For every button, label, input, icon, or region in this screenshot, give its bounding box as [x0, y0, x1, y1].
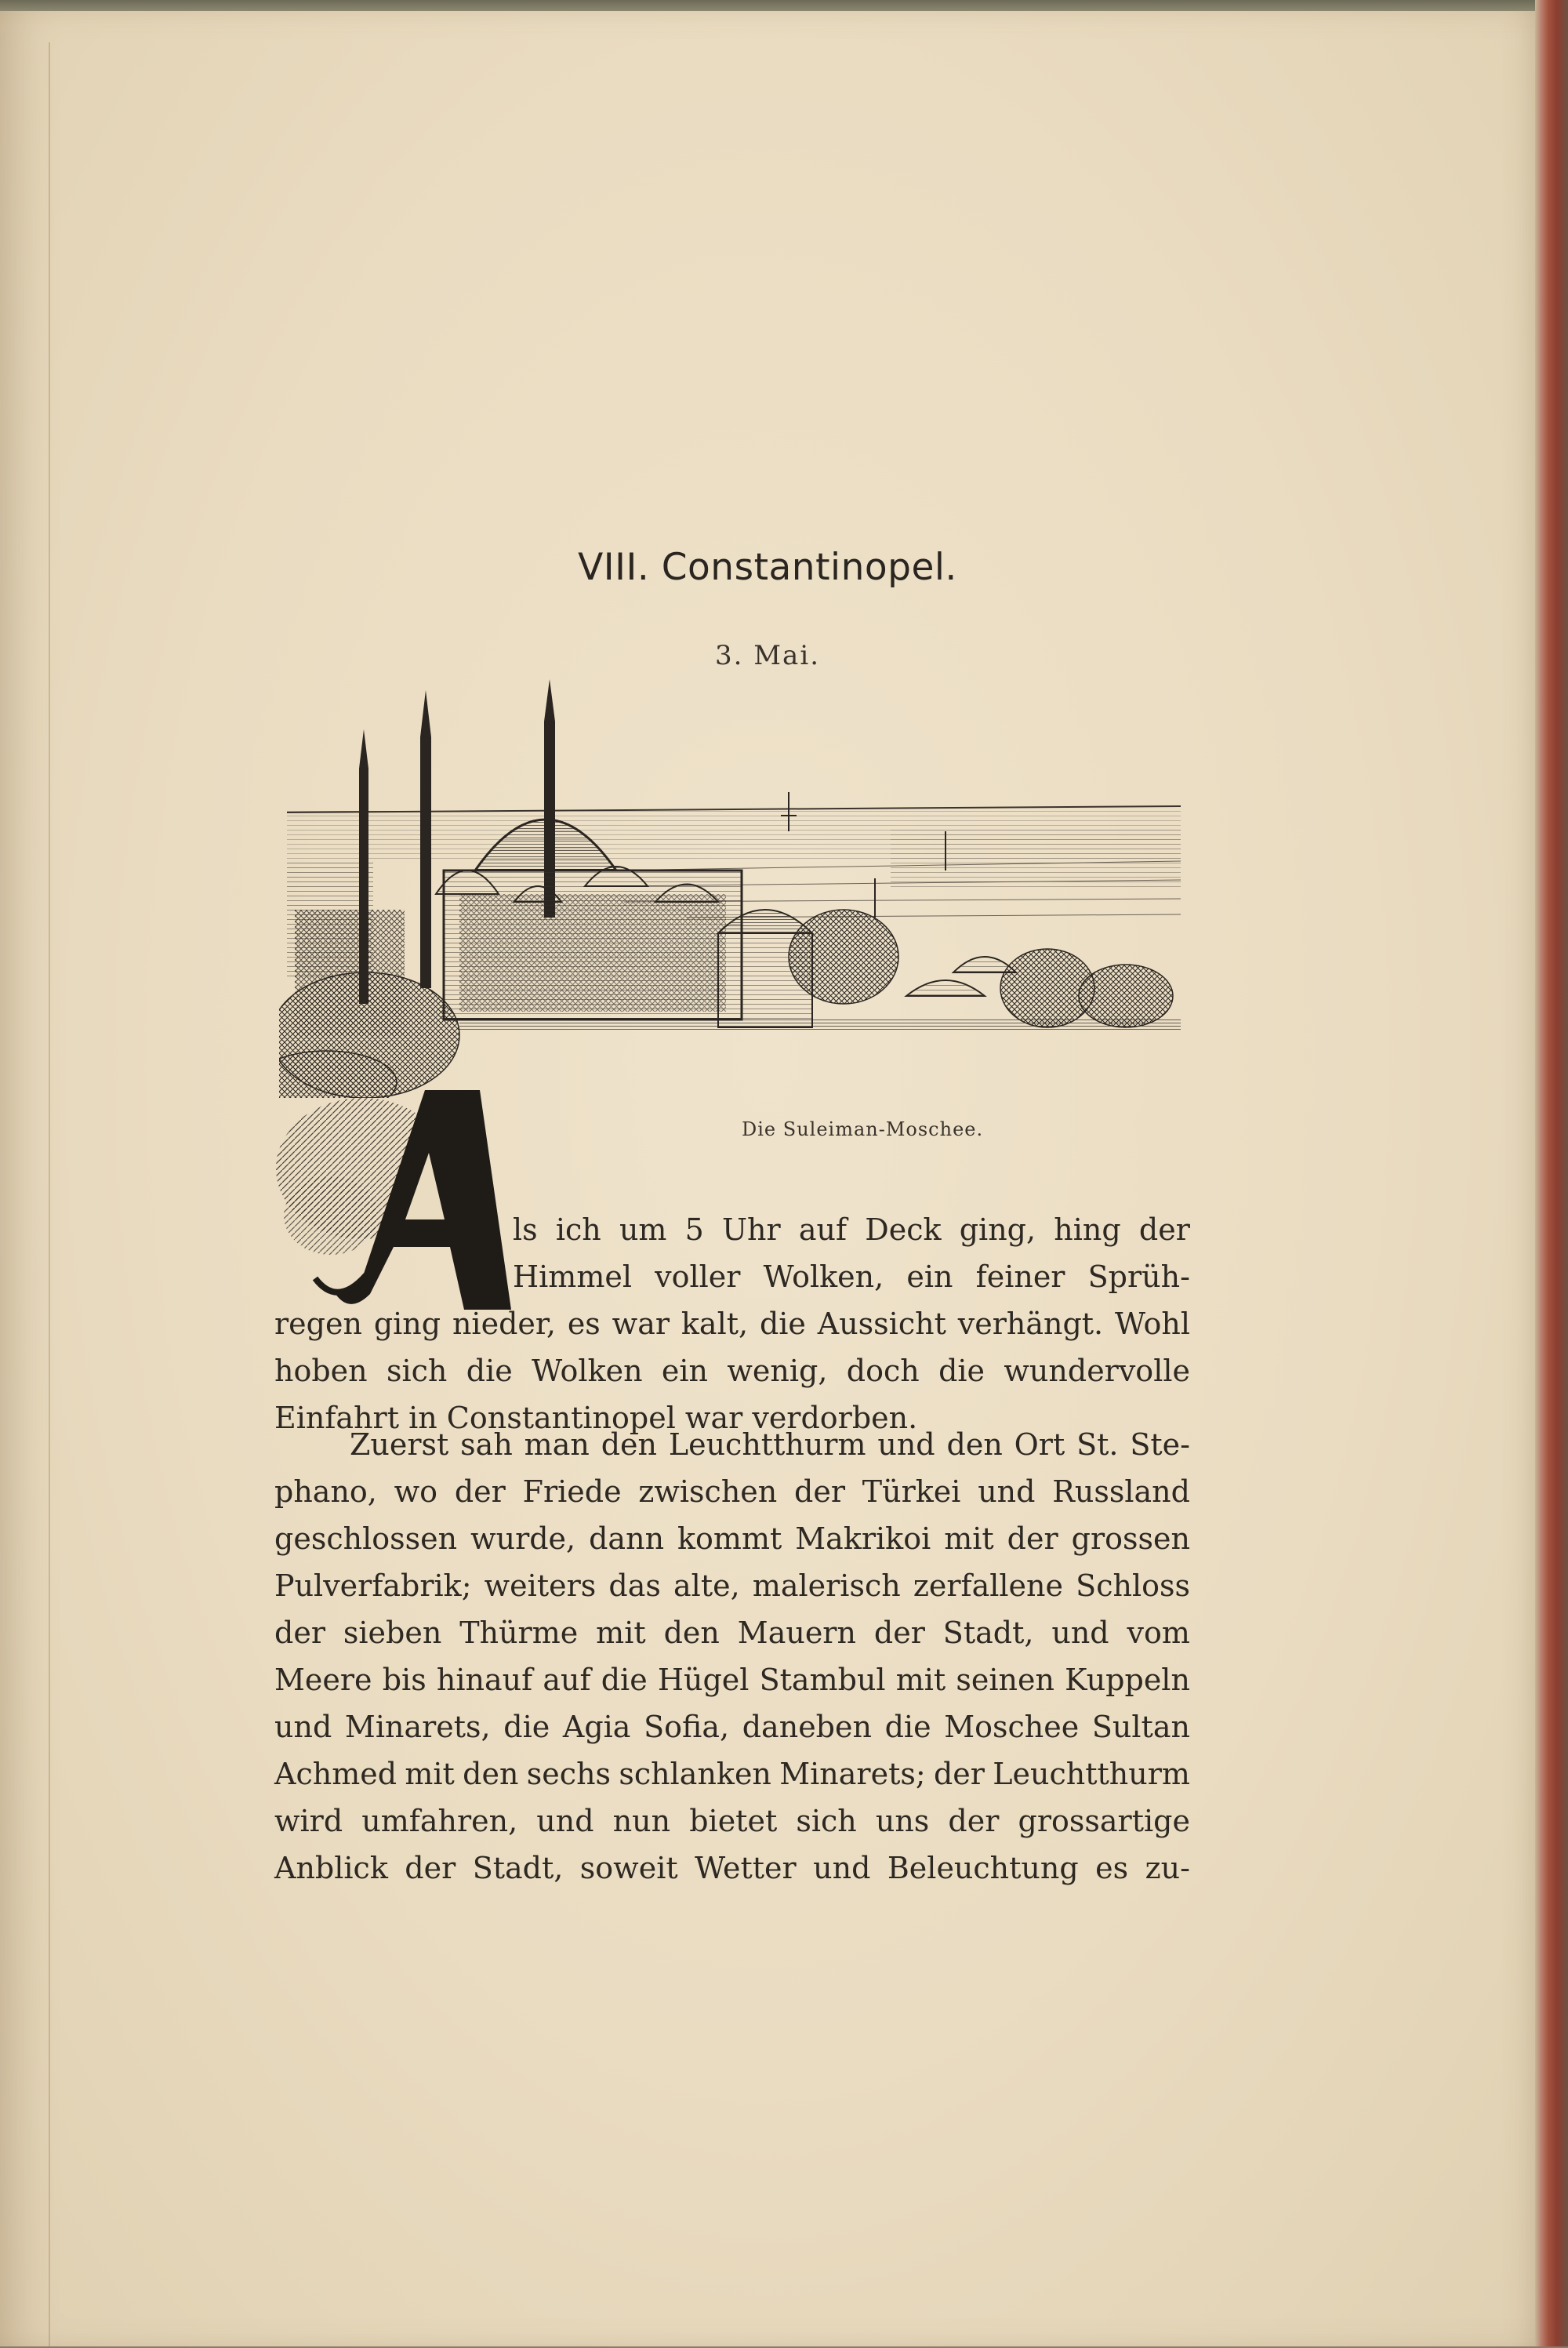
text-word: wundervolle: [1004, 1354, 1190, 1388]
text-line: [274, 1703, 1190, 1750]
text-word: die: [503, 1710, 550, 1744]
text-word: den: [663, 1616, 720, 1650]
text-word: und: [813, 1851, 871, 1885]
text-word: Mauern: [737, 1616, 856, 1650]
page-edge-red: [1535, 0, 1568, 2346]
text-word: Ort: [1014, 1427, 1065, 1462]
text-word: man: [524, 1427, 590, 1462]
text-word: war: [612, 1307, 670, 1341]
text-word: auf: [798, 1212, 848, 1247]
text-word: die: [759, 1307, 806, 1341]
text-word: Russland: [1052, 1474, 1190, 1509]
text-word: Kuppeln: [1065, 1663, 1190, 1697]
text-word: Meere: [274, 1663, 372, 1697]
text-word: den: [601, 1427, 657, 1462]
text-word: und: [877, 1427, 935, 1462]
text-word: verhängt.: [957, 1307, 1104, 1341]
text-word: bietet: [689, 1804, 778, 1838]
text-word: regen: [274, 1307, 362, 1341]
text-word: der: [873, 1616, 925, 1650]
text-word: grossen: [1071, 1521, 1190, 1556]
text-word: Pulverfabrik;: [274, 1568, 472, 1603]
text-word: Sprüh-: [1087, 1259, 1190, 1294]
text-line: [274, 1300, 1190, 1347]
text-word: und: [1051, 1616, 1109, 1650]
text-word: uns: [875, 1804, 930, 1838]
text-word: Stambul: [759, 1663, 886, 1697]
text-word: alte,: [673, 1568, 740, 1603]
text-line: [274, 1562, 1190, 1609]
text-word: der: [1007, 1521, 1058, 1556]
text-word: die: [466, 1354, 513, 1388]
text-word: St.: [1076, 1427, 1119, 1462]
text-word: der: [1138, 1212, 1190, 1247]
text-word: der: [274, 1616, 325, 1650]
text-word: Moschee: [944, 1710, 1080, 1744]
text-word: Türkei: [862, 1474, 961, 1509]
text-word: Thürme: [459, 1616, 579, 1650]
book-page: [0, 11, 1535, 2346]
text-line: [274, 1206, 1190, 1253]
text-word: zu-: [1145, 1851, 1190, 1885]
text-word: doch: [846, 1354, 920, 1388]
paragraph-2: [274, 1421, 1190, 1892]
text-word: Ste-: [1130, 1427, 1190, 1462]
text-word: es: [1095, 1851, 1129, 1885]
text-word: Zuerst: [350, 1427, 449, 1462]
text-line: [274, 1797, 1190, 1845]
text-word: nun: [612, 1804, 671, 1838]
text-word: die: [601, 1663, 648, 1697]
text-word: Leuchtthurm: [993, 1757, 1190, 1791]
text-word: auf: [543, 1663, 591, 1697]
text-word: ls: [513, 1212, 538, 1247]
text-word: es: [567, 1307, 601, 1341]
text-word: hoben: [274, 1354, 368, 1388]
text-word: ein: [906, 1259, 953, 1294]
text-word: die: [884, 1710, 931, 1744]
text-word: Himmel: [513, 1259, 632, 1294]
text-word: vom: [1127, 1616, 1190, 1650]
text-word: mit: [895, 1663, 946, 1697]
text-word: die: [938, 1354, 985, 1388]
text-word: daneben: [742, 1710, 872, 1744]
text-word: voller: [655, 1259, 741, 1294]
text-word: Wolken: [532, 1354, 643, 1388]
text-word: ein: [661, 1354, 709, 1388]
page-gutter-line: [49, 42, 50, 2348]
text-word: und: [536, 1804, 594, 1838]
text-word: den: [463, 1757, 519, 1791]
text-word: Schloss: [1076, 1568, 1190, 1603]
text-word: der: [405, 1851, 456, 1885]
text-word: der: [933, 1757, 985, 1791]
text-word: weiters: [484, 1568, 597, 1603]
text-word: Leuchtthurm: [668, 1427, 866, 1462]
text-word: seinen: [956, 1663, 1054, 1697]
illustration-caption: Die Suleiman-Moschee.: [742, 1118, 984, 1140]
text-word: mit: [596, 1616, 646, 1650]
text-word: Minarets,: [344, 1710, 491, 1744]
text-word: Hügel: [657, 1663, 750, 1697]
text-line-content: Einfahrt in Constantinopel war verdorben.: [274, 1401, 918, 1435]
text-word: Wolken,: [763, 1259, 884, 1294]
text-line: [274, 1421, 1190, 1468]
text-word: kommt: [677, 1521, 782, 1556]
text-word: Agia: [562, 1710, 631, 1744]
text-word: umfahren,: [361, 1804, 518, 1838]
text-word: der: [454, 1474, 506, 1509]
text-line: [274, 1845, 1190, 1892]
text-word: Wetter: [695, 1851, 797, 1885]
text-line: [274, 1253, 1190, 1300]
text-word: Achmed: [274, 1757, 397, 1791]
text-word: Stadt,: [472, 1851, 564, 1885]
text-line: [274, 1609, 1190, 1656]
text-word: sah: [460, 1427, 513, 1462]
text-word: mit: [405, 1757, 455, 1791]
text-word: soweit: [579, 1851, 678, 1885]
text-word: Sofia,: [644, 1710, 730, 1744]
text-line: [274, 1347, 1190, 1394]
text-word: Wohl: [1115, 1307, 1190, 1341]
text-word: malerisch: [752, 1568, 901, 1603]
text-word: wenig,: [727, 1354, 828, 1388]
text-line: [274, 1750, 1190, 1797]
text-word: geschlossen: [274, 1521, 458, 1556]
text-word: sechs: [526, 1757, 612, 1791]
text-word: sich: [386, 1354, 448, 1388]
text-word: zerfallene: [913, 1568, 1064, 1603]
text-word: den: [946, 1427, 1003, 1462]
text-word: der: [794, 1474, 846, 1509]
text-word: phano,: [274, 1474, 377, 1509]
text-word: wo: [394, 1474, 438, 1509]
text-word: das: [608, 1568, 661, 1603]
text-word: Beleuchtung: [887, 1851, 1079, 1885]
text-word: bis: [382, 1663, 426, 1697]
text-word: um: [619, 1212, 667, 1247]
text-word: Friede: [522, 1474, 622, 1509]
text-word: schlanken: [619, 1757, 771, 1791]
text-word: kalt,: [681, 1307, 749, 1341]
text-word: Aussicht: [817, 1307, 946, 1341]
text-word: und: [978, 1474, 1036, 1509]
text-word: dann: [589, 1521, 665, 1556]
text-word: ging,: [959, 1212, 1036, 1247]
text-line: [274, 1468, 1190, 1515]
text-word: wird: [274, 1804, 343, 1838]
text-word: Minarets;: [779, 1757, 926, 1791]
text-word: Stadt,: [942, 1616, 1034, 1650]
text-word: und: [274, 1710, 332, 1744]
text-word: ging: [373, 1307, 441, 1341]
text-word: Anblick: [274, 1851, 388, 1885]
text-word: hinauf: [436, 1663, 533, 1697]
text-line: [274, 1656, 1190, 1703]
text-word: hing: [1054, 1212, 1121, 1247]
text-word: zwischen: [638, 1474, 778, 1509]
text-word: mit: [944, 1521, 994, 1556]
chapter-date: 3. Mai.: [714, 640, 820, 671]
paragraph-1: [274, 1206, 1190, 1441]
text-word: Uhr: [722, 1212, 781, 1247]
text-word: grossartige: [1018, 1804, 1190, 1838]
text-word: feiner: [975, 1259, 1065, 1294]
text-word: Makrikoi: [795, 1521, 931, 1556]
text-word: wurde,: [470, 1521, 576, 1556]
text-word: Sultan: [1091, 1710, 1190, 1744]
text-word: 5: [684, 1212, 704, 1247]
text-word: ich: [555, 1212, 601, 1247]
chapter-title: VIII. Constantinopel.: [578, 546, 957, 589]
text-word: sieben: [343, 1616, 442, 1650]
text-line: [274, 1515, 1190, 1562]
text-word: sich: [796, 1804, 857, 1838]
text-word: der: [948, 1804, 1000, 1838]
suleiman-mosque-engraving: [279, 674, 1189, 1098]
text-word: Deck: [865, 1212, 942, 1247]
text-word: nieder,: [452, 1307, 556, 1341]
